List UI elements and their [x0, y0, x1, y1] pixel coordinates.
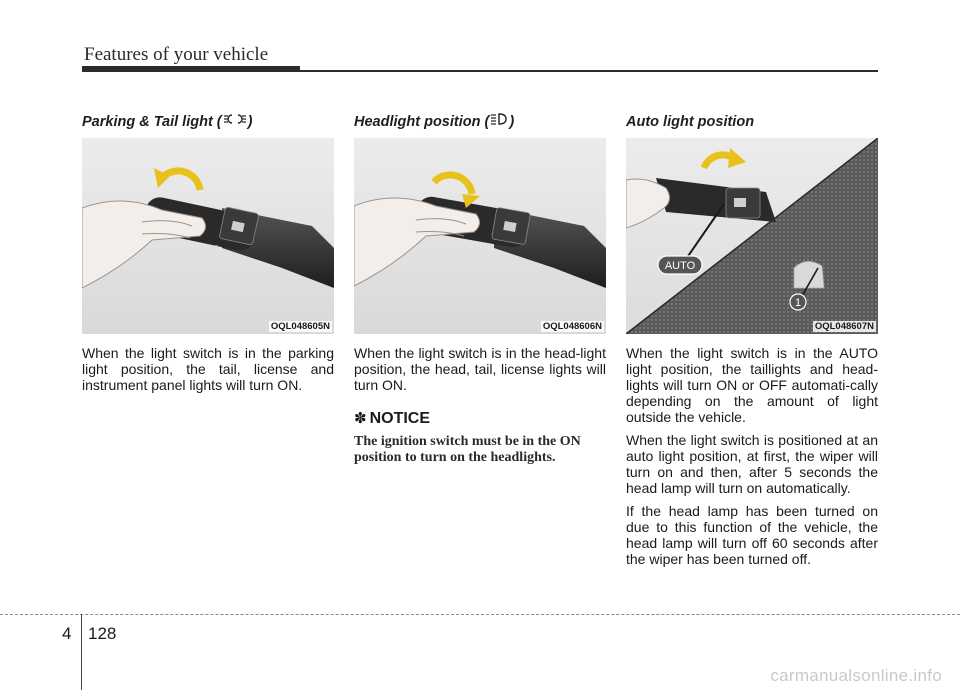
figure-code: OQL048607N	[814, 321, 874, 332]
title-prefix: Parking & Tail light (	[82, 114, 222, 130]
notice-label: NOTICE	[369, 410, 431, 427]
section-headlight-position	[354, 110, 606, 466]
figure-auto-light-position	[626, 138, 878, 334]
notice-star-icon: ✽	[354, 410, 367, 427]
parking-tail-light-icon	[223, 110, 247, 134]
footer-divider	[81, 614, 82, 690]
notice-text: The ignition switch must be in the ON position to turn on the headlights.	[354, 434, 581, 465]
headlight-icon	[490, 110, 508, 134]
figure-code: OQL048605N	[270, 321, 330, 332]
auto-label: AUTO	[664, 260, 696, 272]
section-title: Auto light position	[626, 114, 755, 130]
light-switch-illustration	[354, 138, 606, 334]
header-rule	[82, 66, 300, 72]
figure-code: OQL048606N	[542, 321, 602, 332]
footer-rule	[0, 614, 960, 615]
title-suffix: )	[509, 114, 515, 130]
body-paragraph: If the head lamp has been turned on due to this function of the vehicle, the head lamp will turn off 60 seconds after the wiper has been turned off.	[626, 503, 878, 567]
light-switch-illustration	[82, 138, 334, 334]
page-number: 128	[88, 624, 117, 643]
watermark: carmanualsonline.info	[770, 666, 942, 685]
title-prefix: Headlight position (	[354, 114, 490, 130]
figure-headlight-position	[354, 138, 606, 334]
callout-number: 1	[794, 297, 802, 309]
body-paragraph: When the light switch is in the parking light position, the tail, license and instrument panel lights will turn ON.	[82, 345, 334, 393]
header-rule-thin	[300, 70, 878, 72]
notice-heading	[354, 409, 606, 428]
page-header-title: Features of your vehicle	[84, 44, 269, 65]
chapter-number: 4	[62, 624, 72, 643]
section-auto-light-position	[626, 110, 878, 567]
title-suffix: )	[247, 114, 253, 130]
section-parking-tail-light	[82, 110, 334, 393]
body-paragraph: When the light switch is in the head-light position, the head, tail, license lights will turn ON.	[354, 345, 606, 393]
body-paragraph: When the light switch is in the AUTO light position, the taillights and head-lights will turn ON or OFF automati-cally depending on the amount of light outside the vehicle.	[626, 345, 878, 425]
body-paragraph: When the light switch is positioned at an auto light position, at first, the wiper will turn on and then, after 5 seconds the head lamp will turn on automatically.	[626, 432, 878, 496]
section-title	[354, 110, 606, 138]
switch-off-label: OFF	[478, 246, 490, 252]
switch-off-label: OFF	[206, 246, 218, 252]
figure-parking-tail-light	[82, 138, 334, 334]
section-title	[82, 110, 334, 138]
auto-light-sensor-illustration	[626, 138, 878, 334]
